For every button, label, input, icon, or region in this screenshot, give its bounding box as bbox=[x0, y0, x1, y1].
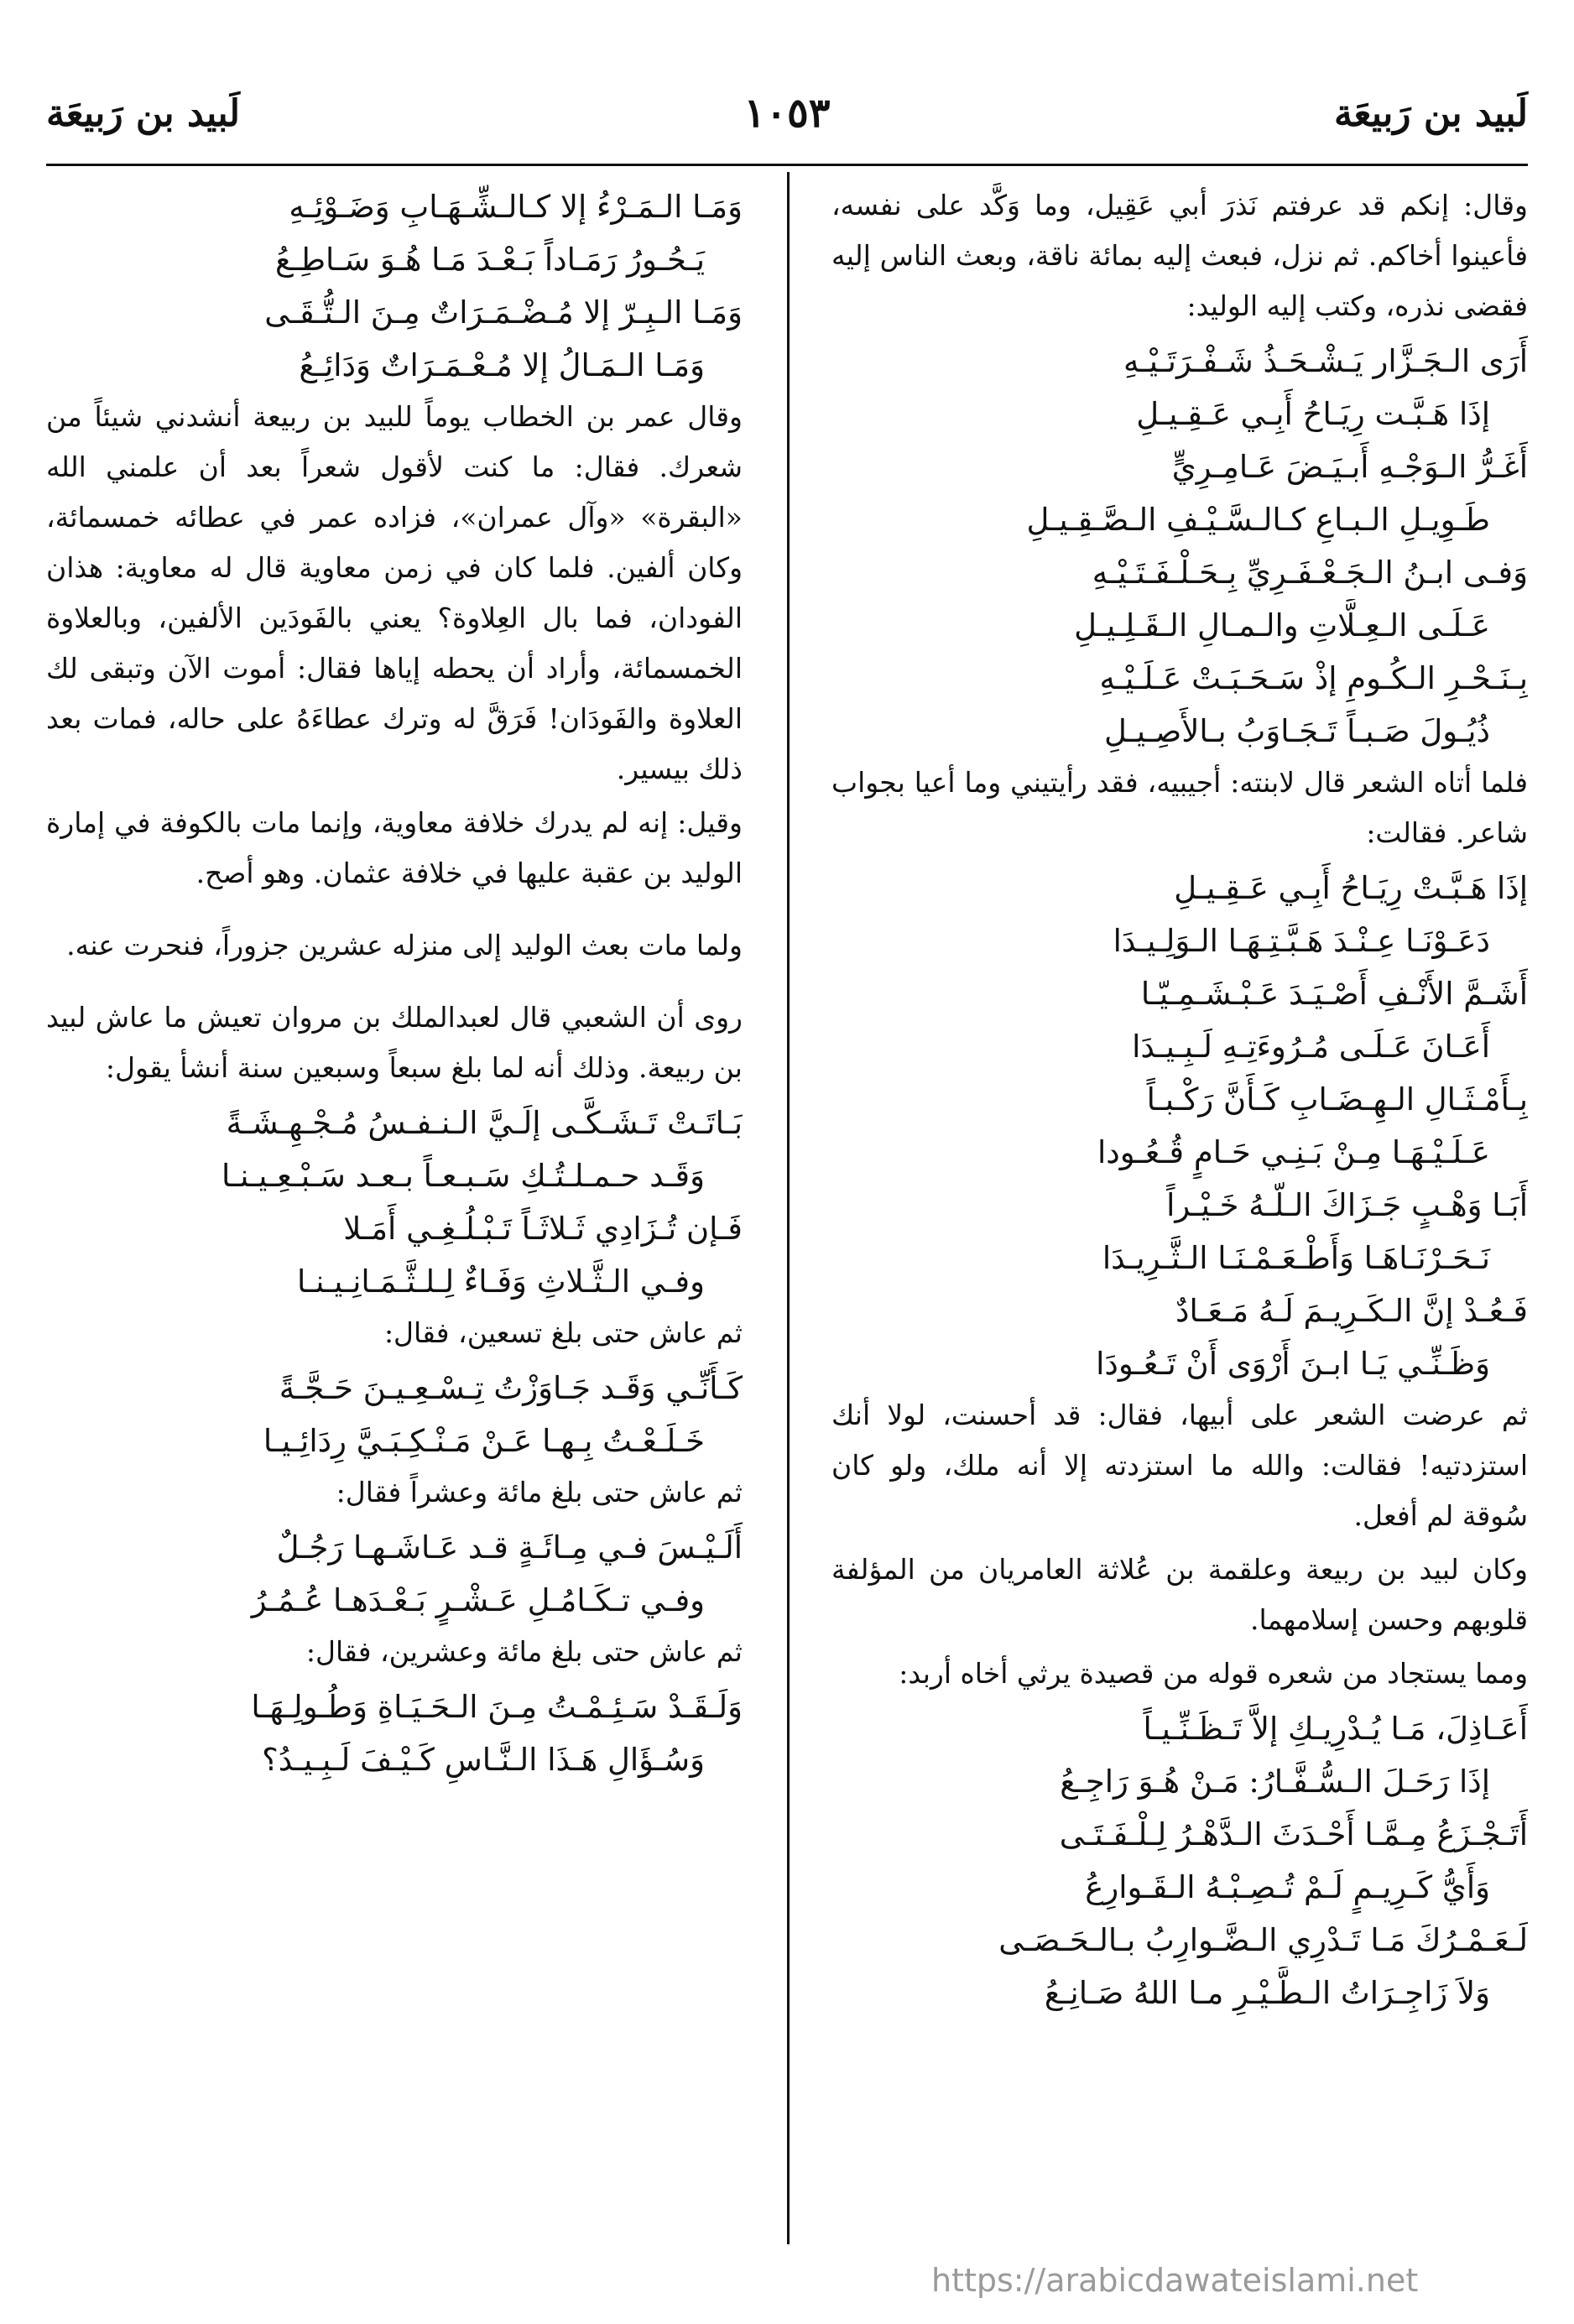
paragraph: ومما يستجاد من شعره قوله من قصيدة يرثي أخاه أربد: bbox=[899, 1657, 1528, 1690]
paragraph: روى أن الشعبي قال لعبدالملك بن مروان تعيش ما عاش لبيد بن ربيعة. وذلك أنه لما بلغ سبعاً وسبعين سنة أنشأ يقول: bbox=[46, 1001, 743, 1084]
verse-line: أَعَـانَ عَـلَـى مُـرُوءَتِـهِ لَـبِـيـدَا bbox=[1132, 1029, 1490, 1065]
header-rule bbox=[46, 164, 1528, 166]
verse-line: عَـلَـيْـهَـا مِـنْ بَـنِـي حَـامٍ قُـعُـودا bbox=[1097, 1134, 1490, 1170]
paragraph: فلما أتاه الشعر قال لابنته: أجيبيه، فقد رأيتيني وما أعيا بجواب شاعر. فقالت: bbox=[831, 766, 1528, 849]
verse-line: وَمَـا الـمَـالُ إلا مُـعْـمَـرَاتٌ وَدَائِـعُ bbox=[299, 347, 705, 383]
left-column bbox=[46, 180, 743, 2248]
verse-line: وَقَـد حـمـلـتُـكِ سَـبـعـاً بـعـد سَـبْـعِـيـنـا bbox=[222, 1158, 705, 1194]
verse-line: أَشَـمَّ الأَنْـفِ أَصْـيَـدَ عَـبْـشَـمِـيّـا bbox=[1140, 976, 1528, 1012]
verse-line: بَـاتَـتْ تَـشَـكَّـى إلَـيَّ الـنـفـسُ مُـجْـهِـشَـةً bbox=[226, 1105, 743, 1141]
paragraph: ثم عرضت الشعر على أبيها، فقال: قد أحسنت، لولا أنك استزدتيه! فقالت: والله ما استزدته إلا أنه ملك، ولو كان سُوقة لم أفعل. bbox=[831, 1399, 1528, 1532]
paragraph: ثم عاش حتى بلغ تسعين، فقال: bbox=[383, 1316, 743, 1349]
paragraph: وقيل: إنه لم يدرك خلافة معاوية، وإنما مات بالكوفة في إمارة الوليد بن عقبة عليها في خلافة عثمان. وهو أصح. bbox=[46, 806, 743, 889]
verse-line: وفـي الـثَّـلاثِ وَفَـاءٌ لِـلـثَّـمَـانِـيـنـا bbox=[296, 1264, 705, 1300]
verse-line: بِـنَـحْـرِ الـكُـومِ إذْ سَـحَـبَـتْ عَـلَـيْـهِ bbox=[1099, 660, 1528, 696]
verse-line: أَغَـرُّ الـوَجْـهِ أَبـيَـضَ عَـامِـرِيٍّ bbox=[1171, 449, 1528, 485]
verse-line: ذُيُـولَ صَـبـاً تَـجَـاوَبُ بـالأَصِـيـلِ bbox=[1103, 713, 1490, 749]
verse-line: أَرَى الـجَـزَّار يَـشْـحَـذُ شَـفْـرَتَـيْـهِ bbox=[1123, 343, 1528, 379]
verse-line: إذَا رَحَـلَ الـسُّـفَّـارُ: مَـنْ هُـوَ رَاجِـعُ bbox=[1060, 1764, 1490, 1800]
verse-line: دَعَـوْنَـا عِـنْـدَ هَـبَّـتِـهَـا الـوَلِـيـدَا bbox=[1113, 923, 1490, 959]
verse-line: إذَا هَـبَّـتْ رِيَـاحُ أَبِـي عَـقِـيـلِ bbox=[1174, 870, 1528, 906]
paragraph: ولما مات بعث الوليد إلى منزله عشرين جزوراً، فنحرت عنه. bbox=[66, 929, 743, 961]
verse-line: وَلَـقَـدْ سَـئِـمْـتُ مِـنَ الـحَـيَـاةِ وَطُـولِـهَـا bbox=[251, 1689, 743, 1725]
running-title-right: لَبيد بن رَبيعَة bbox=[1333, 91, 1528, 135]
verse-line: إذَا هَـبَّـت رِيَـاحُ أَبِـي عَـقِـيـلِ bbox=[1136, 396, 1490, 432]
page-number: ١٠٥٣ bbox=[743, 90, 831, 137]
verse-line: فَـعُـدْ إنَّ الـكَـرِيـمَ لَـهُ مَـعَـادٌ bbox=[1175, 1293, 1528, 1329]
verse-line: خَـلَـعْـتُ بِـهـا عَـنْ مَـنْـكِـبَـيَّ رِدَائِـيـا bbox=[263, 1423, 705, 1459]
paragraph: ثم عاش حتى بلغ مائة وعشرين، فقال: bbox=[305, 1635, 743, 1668]
paragraph: ثم عاش حتى بلغ مائة وعشراً فقال: bbox=[336, 1476, 743, 1509]
verse-line: أَعَـاذِلَ، مَـا يُـدْرِيـكِ إلاَّ تَـظَـنِّـيـاً bbox=[1143, 1711, 1528, 1747]
verse-line: وَأَيُّ كَـرِيـمٍ لَـمْ تُـصِـبْـهُ الـقَـوارِعُ bbox=[1085, 1869, 1490, 1905]
verse-line: وَسُـؤَالِ هَـذَا الـنَّـاسِ كَـيْـفَ لَـبِـيـدُ؟ bbox=[262, 1742, 705, 1778]
page-header bbox=[46, 76, 1528, 151]
paragraph: وقال: إنكم قد عرفتم نَذرَ أبي عَقِيل، وما وَكَّد على نفسه، فأعينوا أخاكم. ثم نزل، فبعث إليه بمائة ناقة، وبعث الناس إليه فقضى نذره، وكتب إليه الوليد: bbox=[831, 189, 1528, 322]
paragraph: وقال عمر بن الخطاب يوماً للبيد بن ربيعة أنشدني شيئاً من شعرك. فقال: ما كنت لأقول شعراً بعد أن علمني الله «البقرة» «وآل عمران»، فزاده عمر في عطائه خمسمائة، وكان ألفين. فلما كان في زمن معاوية قال له معاوية: هذان الفودان، فما بال العِلاوة؟ يعني بالفَودَين الألفين، وبالعلاوة الخمسمائة، وأراد أن يحطه إياها فقال: أموت الآن وتبقى لك العلاوة والفَودَان! فَرَقَّ له وترك عطاءَهُ على حاله، فمات بعد ذلك بيسير. bbox=[46, 400, 743, 785]
verse-line: وَمَـا الـمَـرْءُ إلا كـالـشِّـهَـابِ وَضَـوْئِـهِ bbox=[289, 189, 743, 225]
verse-line: عَـلَـى الـعِـلَّاتِ والـمـالِ الـقَـلِـيـلِ bbox=[1074, 607, 1490, 644]
verse-line: فَـإن تُـزَادِي ثَـلاثَـاً تَـبْـلُـغِـي أَمَـلا bbox=[343, 1211, 743, 1247]
verse-line: نَـحَـرْنَـاهَـا وَأَطْـعَـمْـنَـا الـثَّـرِيـدَا bbox=[1102, 1240, 1490, 1276]
verse-line: لَـعَـمْـرُكَ مَـا تَـدْرِي الـضَّـوارِبُ بـالـحَـصَـى bbox=[998, 1922, 1528, 1958]
watermark: https://arabicdawateislami.net bbox=[931, 2262, 1419, 2299]
verse-line: وفـي تـكَـامُـلِ عَـشْـرٍ بَـعْـدَهـا عُـمُـرُ bbox=[251, 1582, 705, 1618]
verse-line: وَفـى ابـنُ الـجَـعْـفَـرِيِّ بِـحَـلْـفَـتَـيْـهِ bbox=[1092, 555, 1528, 591]
verse-line: أَتَـجْـزَعُ مِـمَّـا أَحْـدَثَ الـدَّهْـرُ لِـلْـفَـتَـى bbox=[1059, 1816, 1528, 1852]
running-title-left: لَبيد بن رَبيعَة bbox=[46, 91, 241, 135]
right-column bbox=[831, 180, 1528, 2248]
verse-line: كَـأَنِّـي وَقَـد جَـاوَزْتُ تِـسْـعِـيـنَ حَـجَّـةً bbox=[279, 1370, 743, 1406]
verse-line: بِـأَمْـثَـالِ الـهِـضَـابِ كَـأَنَّ رَكْـبـاً bbox=[1146, 1081, 1528, 1118]
verse-line: طَـوِيـلِ الـبـاعِ كـالـسَّـيْـفِ الـصَّـقِـيـلِ bbox=[1026, 502, 1490, 538]
verse-line: أَبَـا وَهْـبٍ جَـزَاكَ الـلّـهُ خَـيْـراً bbox=[1166, 1187, 1528, 1223]
paragraph: وكان لبيد بن ربيعة وعلقمة بن عُلاثة العامريان من المؤلفة قلوبهم وحسن إسلامهما. bbox=[831, 1553, 1528, 1636]
verse-line: أَلَـيْـسَ فـي مِـائَـةٍ قـد عَـاشَـهـا رَجُـلٌ bbox=[276, 1529, 743, 1566]
column-divider bbox=[787, 172, 790, 2244]
verse-line: وَلاَ زَاجِـرَاتُ الـطَّـيْـرِ مـا اللهُ صَـانِـعُ bbox=[1044, 1975, 1490, 2011]
verse-line: وَمَـا الـبِـرّ إلا مُـضْـمَـرَاتٌ مِـنَ الـتُّـقَـى bbox=[264, 294, 743, 331]
verse-line: يَـحُـورُ رَمَـاداً بَـعْـدَ مَـا هُـوَ سَـاطِـعُ bbox=[275, 242, 705, 278]
verse-line: وَظَـنِّـي يَـا ابـنَ أَرْوَى أَنْ تَـعُـودَا bbox=[1096, 1346, 1490, 1382]
